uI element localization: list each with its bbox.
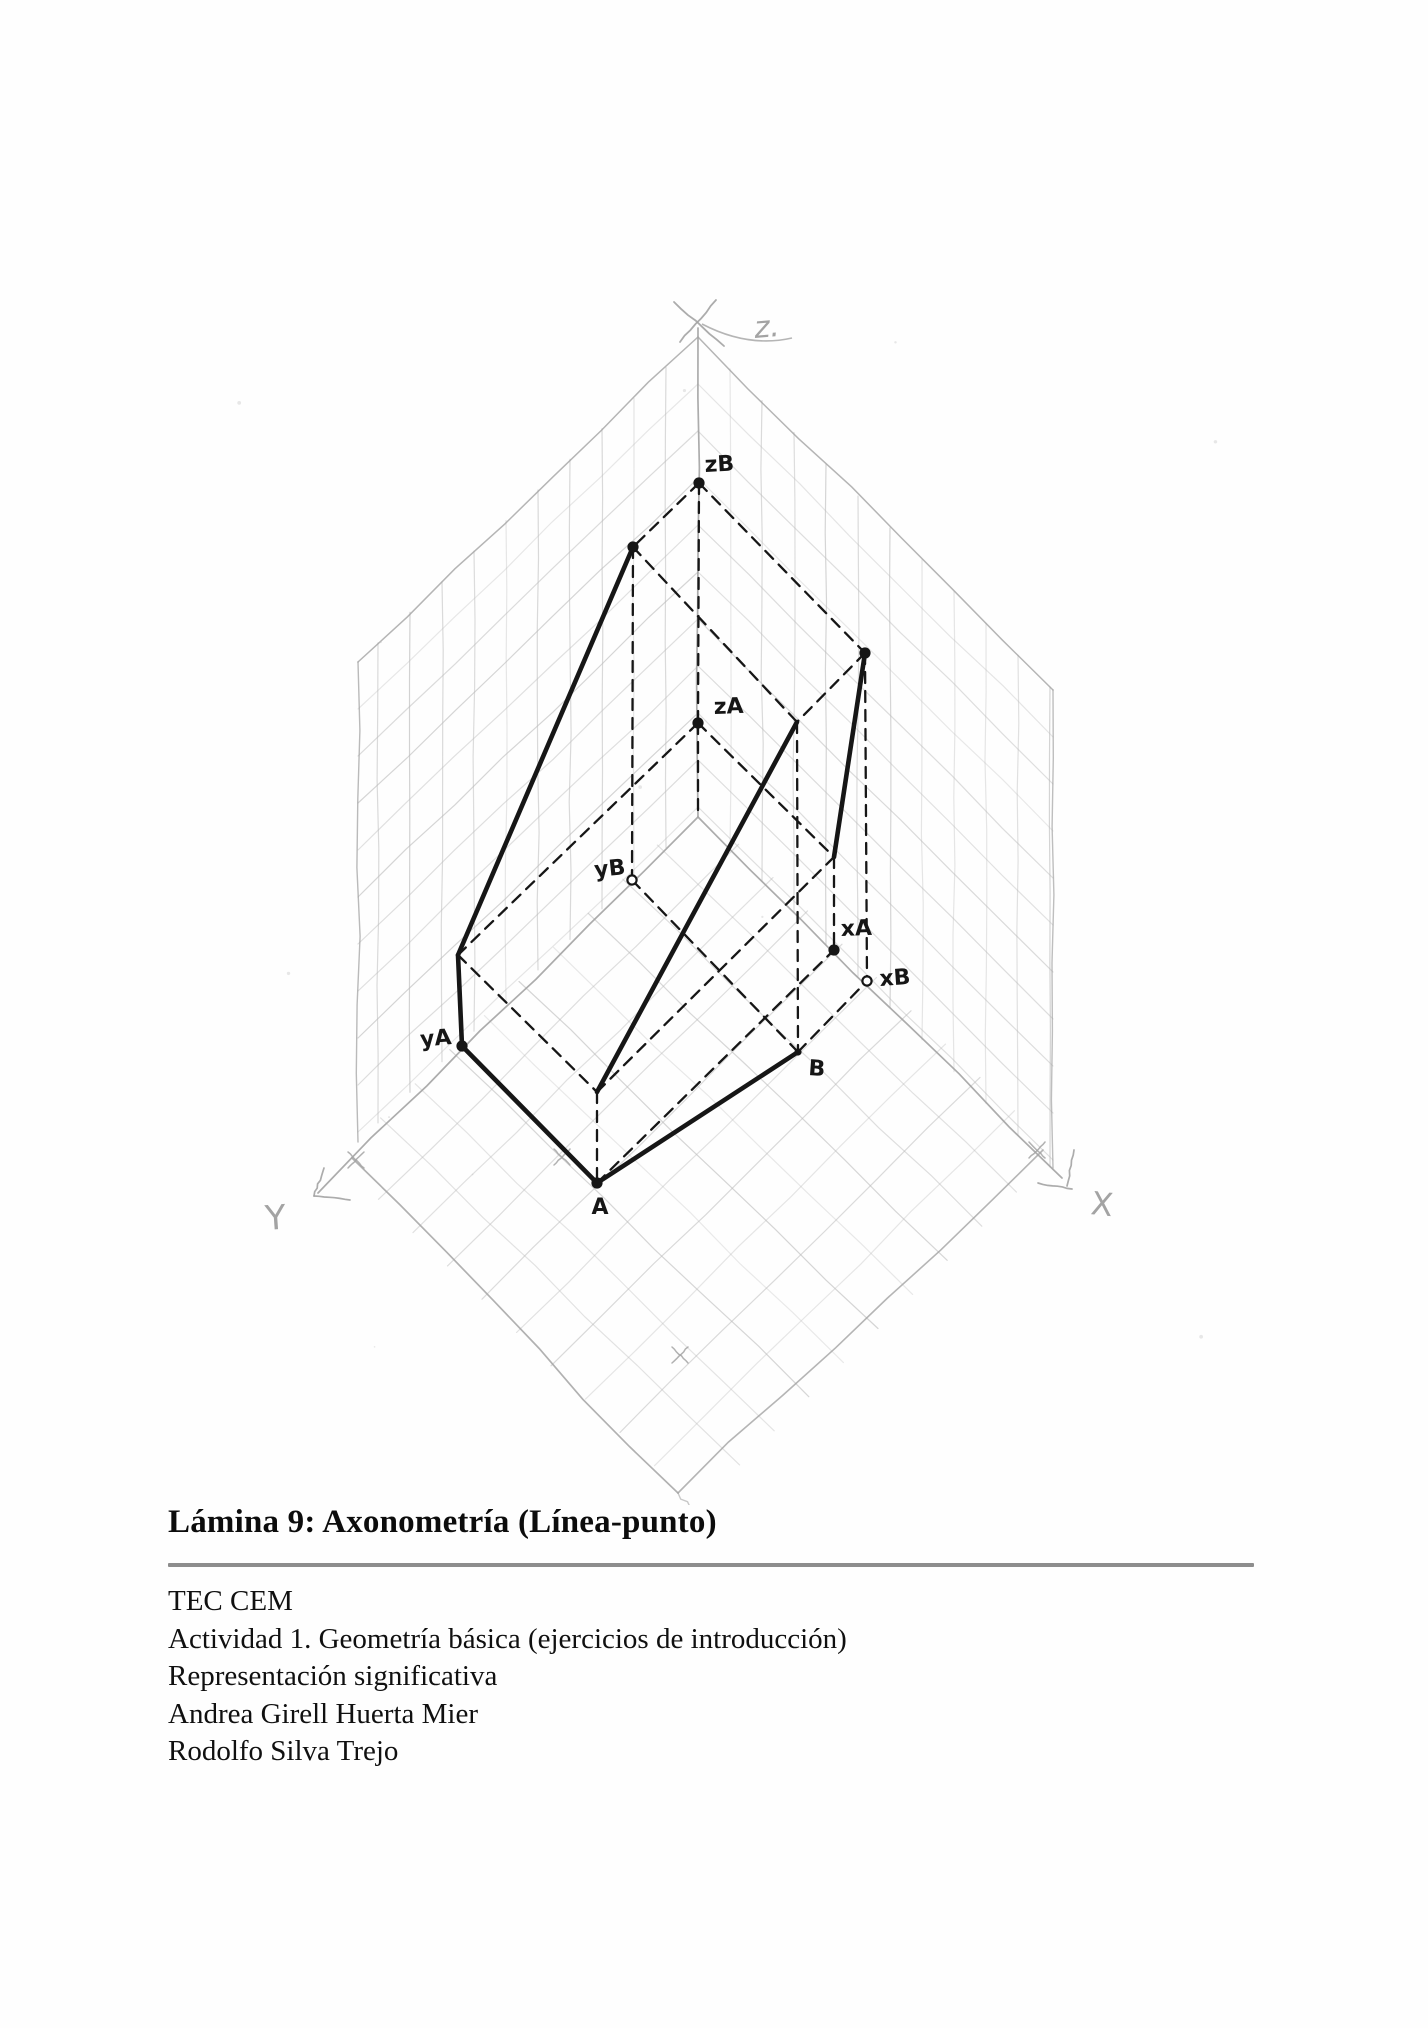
point-label-A: A xyxy=(591,1195,609,1220)
scan-speck xyxy=(894,341,896,343)
wall-grid-line xyxy=(890,528,891,1008)
y-axis-label: Y xyxy=(263,1197,288,1239)
dashed-segment-zB-pBxz xyxy=(699,483,865,653)
point-label-zA: zA xyxy=(713,693,745,720)
dashed-segment-Bs-B xyxy=(797,722,798,1052)
wall-grid-line xyxy=(857,496,859,976)
wall-grid-line xyxy=(761,401,763,881)
floor-grid-line xyxy=(484,1016,843,1363)
wall-grid-line xyxy=(698,807,1053,1160)
point-marker-pByz xyxy=(627,541,638,552)
scan-speck xyxy=(1199,1335,1203,1339)
scan-speck xyxy=(380,641,382,643)
scan-speck xyxy=(388,1116,390,1118)
wall-grid-line xyxy=(377,643,379,1123)
wall-grid-line xyxy=(441,582,443,1062)
scan-speck xyxy=(374,1346,376,1348)
wall-grid-line xyxy=(730,369,731,849)
solid-segment-pAyz-yA xyxy=(458,955,462,1046)
floor-left-edge xyxy=(352,1158,678,1493)
point-label-B: B xyxy=(807,1056,827,1083)
wall-grid-line xyxy=(698,525,1053,878)
left-wall-top-edge xyxy=(358,337,698,662)
solid-segment-pByz-pAyz xyxy=(458,547,633,955)
pencil-edges xyxy=(352,337,1054,1505)
x-axis xyxy=(698,817,1062,1178)
y-axis-arrowhead xyxy=(314,1196,350,1200)
z-axis-label: z. xyxy=(752,308,781,346)
wall-grid-line xyxy=(698,431,1053,784)
wall-grid-line xyxy=(1017,655,1019,1135)
scan-speck xyxy=(287,972,290,975)
wall-grid-line xyxy=(505,521,507,1001)
wall-grid-line xyxy=(1049,687,1050,1167)
caption-rule xyxy=(168,1563,1254,1567)
floor-grid-line xyxy=(623,879,982,1226)
wall-grid-line xyxy=(953,592,955,1072)
info-line-activity: Actividad 1. Geometría básica (ejercicios de introducción) xyxy=(168,1622,847,1655)
construction-lines xyxy=(458,483,867,1183)
point-marker-A xyxy=(591,1177,602,1188)
wall-grid-line xyxy=(793,432,795,912)
floor-grid-line xyxy=(519,982,878,1329)
x-axis-label: X xyxy=(1089,1184,1115,1225)
left-wall-left-edge xyxy=(356,662,360,1142)
point-marker-zA xyxy=(692,717,703,728)
wall-grid-line xyxy=(665,368,666,848)
scan-speck xyxy=(1214,440,1217,443)
right-wall-right-edge xyxy=(1051,690,1054,1168)
info-block xyxy=(168,1583,847,1771)
wall-grid-line xyxy=(602,429,603,909)
scan-speck xyxy=(761,916,763,918)
wall-grid-line xyxy=(358,431,698,756)
dashed-segment-pByz-yB xyxy=(632,547,633,880)
floor-grid-line xyxy=(450,1050,809,1397)
info-line-subtitle: Representación significativa xyxy=(168,1660,498,1692)
point-marker-yA xyxy=(456,1040,467,1051)
wall-grid-line xyxy=(633,398,634,878)
point-marker-yB xyxy=(627,875,636,884)
right-wall-top-edge xyxy=(698,337,1053,690)
wall-grid-line xyxy=(537,490,539,970)
x-axis-arrowhead xyxy=(1067,1150,1074,1186)
figure-caption: Lámina 9: Axonometría (Línea-punto) xyxy=(168,1504,717,1540)
point-marker-xB xyxy=(862,976,871,985)
wall-grid-line xyxy=(698,384,1053,737)
point-label-xA: xA xyxy=(840,915,873,942)
wall-grid-line xyxy=(358,384,698,709)
info-line-author-2: Rodolfo Silva Trejo xyxy=(168,1735,399,1767)
point-marker-pBxz xyxy=(859,647,870,658)
point-label-zB: zB xyxy=(704,451,735,478)
wall-grid-line xyxy=(698,713,1053,1066)
wall-grid-line xyxy=(921,560,923,1040)
wall-grid-line xyxy=(985,623,987,1103)
scan-speck xyxy=(472,1174,474,1176)
dashed-segment-A-xA xyxy=(597,950,834,1183)
floor-grid-line xyxy=(415,1084,774,1431)
point-marker-xA xyxy=(828,944,839,955)
solid-segment-A-B xyxy=(597,1052,798,1183)
scan-speck xyxy=(638,785,642,789)
floor-grid-line xyxy=(586,1044,946,1399)
info-line-author-1: Andrea Girell Huerta Mier xyxy=(168,1697,479,1730)
dashed-segment-zB-pByz xyxy=(633,483,699,547)
projection-lines xyxy=(458,547,865,1183)
wall-grid-line xyxy=(698,478,1053,831)
solid-segment-yA-A xyxy=(462,1046,597,1183)
point-marker-B xyxy=(794,1048,801,1055)
floor-grid-line xyxy=(381,1118,740,1465)
wall-grid-line xyxy=(698,760,1053,1113)
point-label-xB: xB xyxy=(878,964,912,992)
axis-labels xyxy=(263,309,1115,1239)
wall-grid-line xyxy=(698,666,1053,1019)
point-label-yA: yA xyxy=(419,1025,453,1053)
wall-grid-line xyxy=(473,551,475,1031)
scan-speck xyxy=(237,401,241,405)
scan-speck xyxy=(683,389,686,392)
wall-grid-line xyxy=(825,464,826,944)
y-axis xyxy=(318,817,698,1193)
info-line-institution: TEC CEM xyxy=(168,1585,293,1617)
point-label-yB: yB xyxy=(593,855,627,884)
point-marker-zB xyxy=(693,477,704,488)
wall-grid-line xyxy=(409,612,410,1092)
